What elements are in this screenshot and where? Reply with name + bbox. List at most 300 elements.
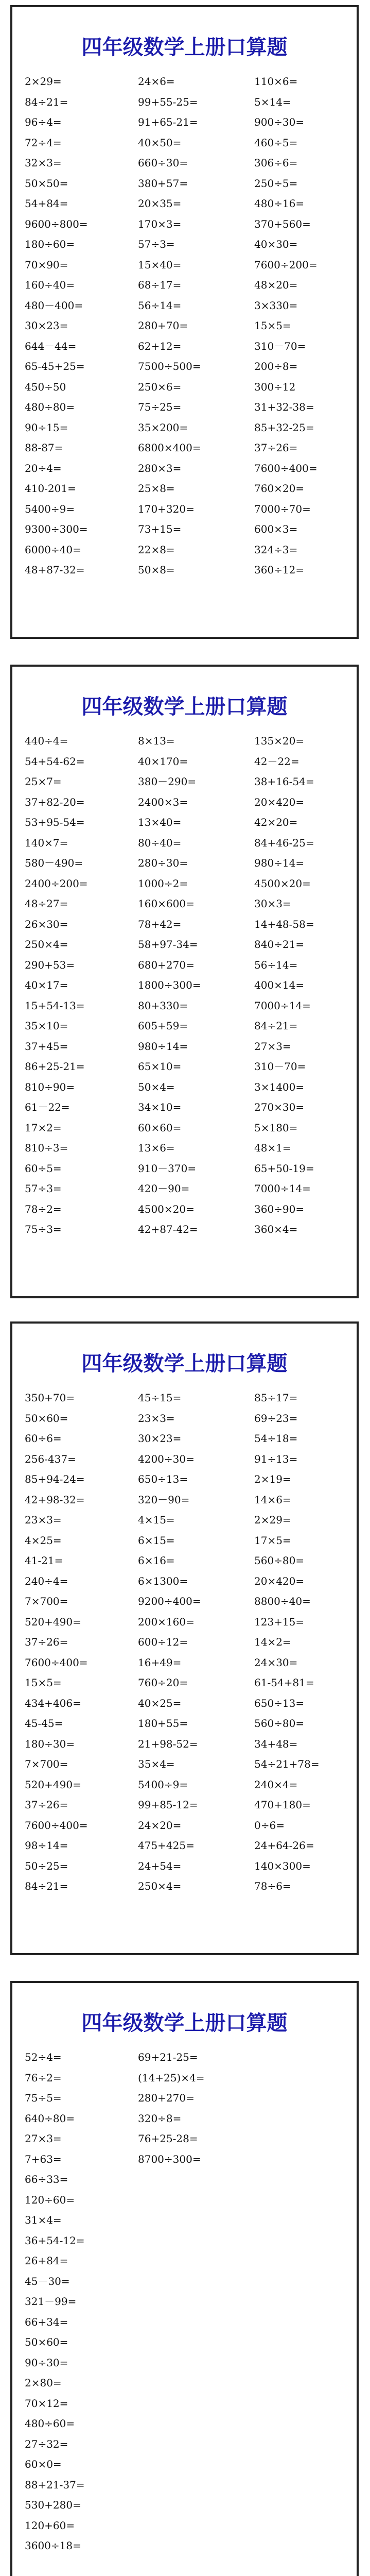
problem-row (25, 2170, 351, 2190)
problem-item: 310－70= (254, 1060, 306, 1073)
problem-item: 17×5= (254, 1534, 291, 1547)
problem-item: 7000÷14= (254, 1182, 311, 1195)
problem-row (25, 1714, 351, 1734)
problem-item: 5400÷9= (25, 502, 75, 515)
problem-item: 66÷33= (25, 2173, 68, 2185)
problem-item: 24+54= (138, 1859, 182, 1872)
problem-item: 84÷21= (254, 1020, 298, 1032)
problem-row (25, 2373, 351, 2394)
problem-item: 475+425= (138, 1839, 195, 1852)
problem-item: 0÷6= (254, 1819, 285, 1832)
problem-item: 40×17= (25, 979, 68, 991)
problem-item: 1800÷300= (138, 979, 201, 991)
problem-row (25, 1179, 351, 1199)
problem-item: 480÷80= (25, 401, 75, 413)
problem-item: 37+45= (25, 1040, 68, 1053)
problem-row (25, 752, 351, 772)
problem-item: 310－70= (254, 340, 306, 352)
problem-item: 35×200= (138, 421, 188, 434)
problem-item: 280+270= (138, 2092, 195, 2104)
worksheet-sheet (10, 1981, 359, 2576)
problem-item: 520+490= (25, 1778, 81, 1791)
problem-item: 250×4= (25, 938, 68, 951)
problem-row (25, 336, 351, 357)
problem-item: 140×7= (25, 836, 68, 849)
problem-item: 54+84= (25, 197, 68, 210)
problem-item: 810÷90= (25, 1080, 75, 1093)
problem-row (25, 540, 351, 561)
problem-item: 37÷26= (25, 1799, 68, 1811)
problem-item: 13×40= (138, 816, 182, 828)
problem-item: 256-437= (25, 1452, 76, 1465)
problem-item: 8800÷40= (254, 1595, 311, 1607)
problem-row (25, 2475, 351, 2496)
problem-item: 605+59= (138, 1020, 188, 1032)
problem-item: 24+64-26= (254, 1839, 314, 1852)
problem-item: 580－490= (25, 857, 83, 869)
problem-item: 91÷13= (254, 1452, 298, 1465)
problem-row (25, 1469, 351, 1490)
problem-item: 69+21-25= (138, 2051, 198, 2063)
problem-row (25, 377, 351, 398)
problem-row (25, 418, 351, 438)
problem-item: 13×6= (138, 1142, 175, 1154)
problem-item: 35×4= (138, 1758, 175, 1770)
problem-row (25, 2394, 351, 2414)
problem-item: 78÷2= (25, 1202, 62, 1215)
problem-item: 34×10= (138, 1101, 182, 1113)
problem-item: 84+46-25= (254, 836, 314, 849)
problem-item: 600÷12= (138, 1636, 188, 1648)
problem-item: 36+54-12= (25, 2234, 85, 2247)
problem-row (25, 2434, 351, 2455)
problem-row (25, 1754, 351, 1775)
problem-row (25, 2047, 351, 2068)
problem-item: 910－370= (138, 1162, 197, 1175)
problem-item: 22×8= (138, 543, 175, 556)
problem-item: 7000÷14= (254, 999, 311, 1012)
problem-row (25, 1219, 351, 1240)
problem-item: 31+32-38= (254, 401, 314, 413)
worksheet-sheet (10, 5, 359, 639)
problem-row (25, 194, 351, 214)
problem-grid (25, 1388, 351, 1897)
problem-item: 440÷4= (25, 735, 68, 747)
problem-row (25, 1816, 351, 1836)
problem-item: 6×16= (138, 1554, 175, 1567)
problem-item: 810÷3= (25, 1142, 68, 1154)
problem-row (25, 914, 351, 935)
problem-item: 42+87-42= (138, 1223, 198, 1235)
problem-item: 98÷14= (25, 1839, 68, 1852)
problem-row (25, 731, 351, 752)
problem-item: 50×50= (25, 177, 68, 190)
problem-item: 760×20= (254, 482, 305, 495)
problem-item: 370+560= (254, 217, 311, 230)
problem-item: 88-87= (25, 442, 63, 454)
problem-item: 3×330= (254, 299, 298, 312)
problem-row (25, 397, 351, 418)
problem-grid (25, 72, 351, 581)
problem-row (25, 1409, 351, 1429)
problem-item: 61－22= (25, 1101, 70, 1113)
problem-row (25, 92, 351, 113)
problem-item: 78÷6= (254, 1880, 291, 1892)
problem-row (25, 519, 351, 540)
problem-item: 20×420= (254, 795, 305, 808)
problem-item: 23×3= (25, 1514, 62, 1526)
problem-item: 88+21-37= (25, 2478, 85, 2491)
problem-item: 56÷14= (138, 299, 182, 312)
problem-item: 91+65-21= (138, 116, 198, 128)
problem-item: 140×300= (254, 1859, 311, 1872)
problem-row (25, 812, 351, 833)
problem-item: 54÷18= (254, 1432, 298, 1445)
problem-row (25, 2516, 351, 2536)
problem-item: 78+42= (138, 918, 182, 930)
problem-item: 9200÷400= (138, 1595, 201, 1607)
problem-item: 37÷26= (254, 442, 298, 454)
problem-item: 2×29= (254, 1514, 291, 1526)
problem-item: 300÷12 (254, 380, 296, 393)
problem-item: 660÷30= (138, 157, 188, 169)
problem-row (25, 133, 351, 154)
problem-item: 7+63= (25, 2153, 62, 2165)
problem-row (25, 560, 351, 581)
problem-item: 6×15= (138, 1534, 175, 1547)
problem-row (25, 255, 351, 276)
problem-item: 170×3= (138, 217, 182, 230)
problem-item: 7×700= (25, 1758, 68, 1770)
problem-item: 560÷80= (254, 1554, 305, 1567)
problem-item: 650÷13= (254, 1697, 305, 1709)
problem-row (25, 1693, 351, 1714)
problem-row (25, 1876, 351, 1897)
problem-item: 280÷30= (138, 857, 188, 869)
problem-grid (25, 2047, 351, 2556)
problem-item: 120÷60= (25, 2193, 75, 2206)
problem-item: 15+54-13= (25, 999, 85, 1012)
problem-row (25, 1673, 351, 1693)
problem-item: 560÷80= (254, 1717, 305, 1730)
problem-row (25, 234, 351, 255)
problem-item: 30×3= (254, 897, 291, 910)
problem-item: 99+85-12= (138, 1799, 198, 1811)
problem-item: 57÷3= (138, 238, 175, 250)
problem-item: 14×2= (254, 1636, 291, 1648)
problem-item: 54÷21+78= (254, 1758, 320, 1770)
problem-item: 25×8= (138, 482, 175, 495)
problem-item: 23×3= (138, 1412, 175, 1425)
problem-row (25, 2210, 351, 2231)
problem-item: 420－90= (138, 1182, 190, 1195)
problem-item: 65-45+25= (25, 360, 85, 372)
problem-row (25, 833, 351, 854)
problem-item: 7600÷400= (25, 1656, 88, 1669)
problem-item: 324÷3= (254, 543, 298, 556)
problem-item: 7×700= (25, 1595, 68, 1607)
problem-row (25, 1510, 351, 1531)
problem-row (25, 296, 351, 316)
problem-row (25, 1612, 351, 1633)
problem-item: 3×1400= (254, 1080, 305, 1093)
problem-item: 200×160= (138, 1615, 195, 1628)
problem-item: 644－44= (25, 340, 77, 352)
problem-item: 35×10= (25, 1020, 68, 1032)
problem-item: 60÷6= (25, 1432, 62, 1445)
problem-item: 680+270= (138, 958, 195, 971)
problem-row (25, 1016, 351, 1037)
problem-item: 24×30= (254, 1656, 298, 1669)
problem-item: 14+48-58= (254, 918, 314, 930)
problem-item: 45÷15= (138, 1392, 182, 1404)
problem-item: 25×7= (25, 775, 62, 788)
problem-item: 34+48= (254, 1737, 298, 1750)
problem-item: 65+50-19= (254, 1162, 314, 1175)
problem-row (25, 1775, 351, 1795)
sheet-title: 四年级数学上册口算题 (81, 1351, 288, 1376)
problem-item: 380+57= (138, 177, 188, 190)
problem-item: 180÷30= (25, 1737, 75, 1750)
problem-item: 9600÷800= (25, 217, 88, 230)
sheet-title: 四年级数学上册口算题 (81, 694, 288, 719)
problem-row (25, 1734, 351, 1755)
problem-row (25, 2312, 351, 2333)
problem-row (25, 1449, 351, 1470)
problem-item: 240×4= (254, 1778, 298, 1791)
problem-item: (14+25)×4= (138, 2071, 205, 2084)
problem-item: 21+98-52= (138, 1737, 198, 1750)
problem-row (25, 1653, 351, 1673)
problem-item: 120+60= (25, 2519, 75, 2532)
problem-row (25, 2292, 351, 2312)
problem-item: 27×3= (25, 2132, 62, 2145)
problem-item: 48+87-32= (25, 564, 85, 576)
problem-item: 16+49= (138, 1656, 182, 1669)
problem-item: 410-201= (25, 482, 76, 495)
problem-row (25, 2109, 351, 2129)
problem-item: 4500×20= (254, 877, 311, 890)
problem-item: 42×20= (254, 816, 298, 828)
problem-item: 6×1300= (138, 1574, 188, 1587)
problem-row (25, 1531, 351, 1551)
problem-item: 90÷30= (25, 2356, 68, 2369)
problem-item: 80÷40= (138, 836, 182, 849)
problem-item: 160×600= (138, 897, 195, 910)
problem-item: 7600÷200= (254, 258, 318, 271)
problem-item: 380－290= (138, 775, 197, 788)
problem-item: 290+53= (25, 958, 75, 971)
problem-item: 48×1= (254, 1142, 291, 1154)
problem-item: 5×180= (254, 1121, 298, 1134)
problem-item: 32×3= (25, 157, 62, 169)
problem-row (25, 357, 351, 377)
problem-item: 58+97-34= (138, 938, 198, 951)
problem-item: 600×3= (254, 523, 298, 535)
problem-item: 15×5= (25, 1676, 62, 1689)
problem-item: 980÷14= (254, 857, 305, 869)
problem-item: 31×4= (25, 2214, 62, 2226)
problem-item: 70×12= (25, 2397, 68, 2410)
problem-item: 980÷14= (138, 1040, 188, 1053)
problem-row (25, 2414, 351, 2434)
problem-row (25, 2068, 351, 2089)
problem-item: 360÷12= (254, 564, 305, 576)
problem-item: 270×30= (254, 1101, 305, 1113)
problem-row (25, 1632, 351, 1653)
problem-row (25, 1429, 351, 1449)
problem-row (25, 1551, 351, 1571)
problem-item: 5400÷9= (138, 1778, 188, 1791)
problem-item: 280×3= (138, 462, 182, 474)
problem-item: 48÷27= (25, 897, 68, 910)
problem-item: 26×30= (25, 918, 68, 930)
problem-item: 50×8= (138, 564, 175, 576)
problem-item: 280+70= (138, 319, 188, 332)
problem-item: 73+15= (138, 523, 182, 535)
problem-row (25, 1118, 351, 1139)
problem-item: 2×19= (254, 1473, 291, 1485)
problem-item: 30×23= (25, 319, 68, 332)
problem-item: 434+406= (25, 1697, 81, 1709)
problem-item: 17×2= (25, 1121, 62, 1134)
problem-item: 480÷16= (254, 197, 305, 210)
problem-item: 3600÷18= (25, 2539, 81, 2552)
problem-item: 250×4= (138, 1880, 182, 1892)
problem-item: 350+70= (25, 1392, 75, 1404)
problem-item: 84÷21= (25, 95, 68, 108)
problem-item: 27÷32= (25, 2437, 68, 2450)
problem-item: 14×6= (254, 1493, 291, 1506)
problem-item: 250÷5= (254, 177, 298, 190)
problem-item: 640÷80= (25, 2112, 75, 2125)
problem-item: 45-45= (25, 1717, 63, 1730)
problem-item: 7600÷400= (25, 1819, 88, 1832)
problem-row (25, 874, 351, 894)
problem-item: 65×10= (138, 1060, 182, 1073)
problem-item: 200÷8= (254, 360, 298, 372)
problem-item: 40×50= (138, 136, 182, 149)
problem-item: 99+55-25= (138, 95, 198, 108)
problem-item: 56÷14= (254, 958, 298, 971)
problem-item: 180+55= (138, 1717, 188, 1730)
problem-item: 60×60= (138, 1121, 182, 1134)
problem-item: 80+330= (138, 999, 188, 1012)
problem-item: 75÷5= (25, 2092, 62, 2104)
problem-row (25, 1490, 351, 1511)
problem-row (25, 996, 351, 1016)
problem-item: 400×14= (254, 979, 305, 991)
problem-item: 306÷6= (254, 157, 298, 169)
problem-item: 96÷4= (25, 116, 62, 128)
problem-row (25, 2251, 351, 2272)
problem-item: 37÷26= (25, 1636, 68, 1648)
problem-row (25, 1138, 351, 1159)
problem-item: 4×15= (138, 1514, 175, 1526)
problem-row (25, 975, 351, 996)
problem-item: 60×0= (25, 2458, 62, 2470)
problem-item: 76+25-28= (138, 2132, 198, 2145)
problem-item: 37+82-20= (25, 795, 85, 808)
problem-row (25, 459, 351, 479)
problem-row (25, 1199, 351, 1220)
problem-item: 2×29= (25, 75, 62, 88)
problem-item: 69÷23= (254, 1412, 298, 1425)
problem-item: 360×4= (254, 1223, 298, 1235)
problem-row (25, 112, 351, 133)
problem-row (25, 1037, 351, 1057)
problem-item: 135×20= (254, 735, 305, 747)
problem-item: 60÷5= (25, 1162, 62, 1175)
problem-row (25, 1159, 351, 1179)
problem-item: 72÷4= (25, 136, 62, 149)
problem-item: 840÷21= (254, 938, 305, 951)
problem-item: 76÷2= (25, 2071, 62, 2084)
problem-item: 38+16-54= (254, 775, 314, 788)
problem-item: 85+94-24= (25, 1473, 85, 1485)
problem-item: 520+490= (25, 1615, 81, 1628)
problem-item: 70×90= (25, 258, 68, 271)
problem-row (25, 2088, 351, 2109)
problem-item: 7600÷400= (254, 462, 318, 474)
problem-item: 480÷60= (25, 2417, 75, 2430)
problem-item: 86+25-21= (25, 1060, 85, 1073)
problem-item: 2×80= (25, 2377, 62, 2389)
problem-item: 320÷8= (138, 2112, 182, 2125)
problem-item: 30×23= (138, 1432, 182, 1445)
problem-item: 760÷20= (138, 1676, 188, 1689)
problem-row (25, 955, 351, 976)
worksheet-sheet (10, 665, 359, 1298)
problem-row (25, 2129, 351, 2149)
problem-item: 320－90= (138, 1493, 190, 1506)
problem-row (25, 2353, 351, 2374)
problem-item: 250×6= (138, 380, 182, 393)
problem-row (25, 1077, 351, 1098)
problem-row (25, 1057, 351, 1077)
problem-item: 27×3= (254, 1040, 291, 1053)
problem-item: 40×25= (138, 1697, 182, 1709)
problem-item: 40×30= (254, 238, 298, 250)
problem-row (25, 1795, 351, 1816)
problem-item: 20×420= (254, 1574, 305, 1587)
problem-item: 20÷4= (25, 462, 62, 474)
problem-row (25, 275, 351, 296)
problem-item: 24×20= (138, 1819, 182, 1832)
problem-row (25, 1097, 351, 1118)
problem-item: 75÷3= (25, 1223, 62, 1235)
problem-item: 50÷25= (25, 1859, 68, 1872)
problem-row (25, 1856, 351, 1877)
problem-row (25, 499, 351, 520)
problem-item: 460÷5= (254, 136, 298, 149)
problem-item: 66+34= (25, 2315, 68, 2328)
problem-row (25, 2495, 351, 2516)
problem-row (25, 174, 351, 194)
problem-item: 6000÷40= (25, 543, 81, 556)
problem-item: 50×60= (25, 2336, 68, 2348)
problem-item: 50×60= (25, 1412, 68, 1425)
problem-row (25, 772, 351, 792)
problem-row (25, 316, 351, 336)
problem-row (25, 2272, 351, 2292)
problem-item: 68÷17= (138, 279, 182, 291)
problem-item: 48×20= (254, 279, 298, 291)
sheet-title: 四年级数学上册口算题 (81, 2011, 288, 2035)
problem-item: 7500÷500= (138, 360, 201, 372)
problem-row (25, 792, 351, 813)
problem-item: 360÷90= (254, 1202, 305, 1215)
